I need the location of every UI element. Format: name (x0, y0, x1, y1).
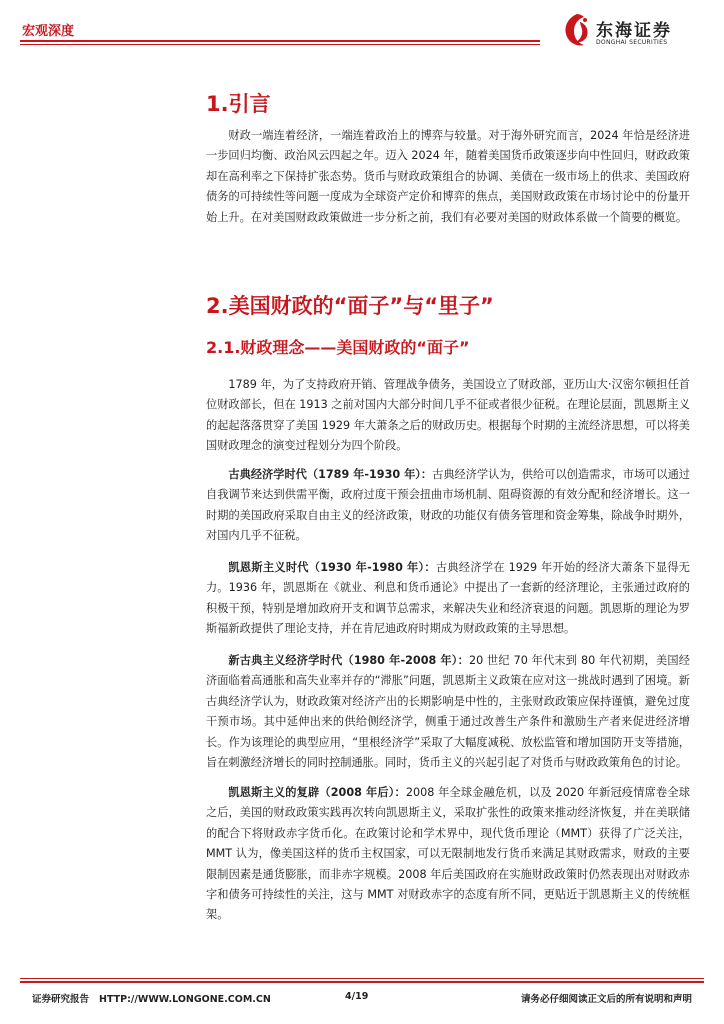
page-header (0, 0, 724, 60)
subsection-title-2-1: 2.1.财政理念——美国财政的“面子” (206, 338, 470, 357)
company-logo (560, 12, 710, 52)
footer-website-link[interactable]: HTTP://WWW.LONGONE.COM.CN (99, 994, 271, 1005)
paragraph-era-keynesian-revival (206, 783, 690, 926)
header-divider (20, 40, 540, 42)
paragraph-era-neoclassical (206, 651, 690, 773)
footer-left (32, 991, 271, 1005)
footer-disclaimer: 请务必仔细阅读正文后的所有说明和声明 (520, 994, 692, 1005)
footer-divider (20, 978, 704, 979)
logo-emblem-icon (560, 12, 594, 50)
era-neoclassical-lead: 新古典主义经济学时代（1980 年-2008 年）： (228, 654, 469, 667)
paragraph-era-keynesian (206, 558, 690, 640)
footer-report-type: 证券研究报告 (32, 994, 90, 1005)
logo-chinese-name: 东海证券 (596, 21, 672, 41)
header-divider-thin (20, 44, 540, 45)
era-neoclassical-text: 20 世纪 70 年代末到 80 年代初期，美国经济面临着高通胀和高失业率并存的“滞胀”问题，凯恩斯主义政策在应对这一挑战时遇到了困境。新古典经济学认为，财政政策对经济产出的长期影响是中性的，主张财政政策应保持谨慎，避免过度干预市场。其中延伸出来的供给侧经济学，侧重于通过改善生产条件和激励生产者来促进经济增长。作为该理论的典型应用，“里根经济学”采取了大幅度减税、放松监管和增加国防开支等措施，旨在刺激经济增长的同时控制通胀。同时，货币主义的兴起引起了对货币与财政政策角色的讨论。 (206, 654, 690, 770)
paragraph-fiscal-history: 1789 年，为了支持政府开销、管理战争债务，美国设立了财政部，亚历山大·汉密尔顿担任首位财政部长，但在 1913 之前对国内大部分时间几乎不征或者很少征税。在理论层面，凯恩斯主义的起起落落贯穿了美国 1929 年大萧条之后的财政历史。根据每个时期的主流经济思想，可以将美国财政理念的演变过程划分为四个阶段。 (206, 378, 690, 453)
paragraph-intro: 财政一端连着经济，一端连着政治上的博弈与较量。对于海外研究而言，2024 年恰是经济进一步回归均衡、政治风云四起之年。迈入 2024 年，随着美国货币政策逐步向中性回归，财政政策却在高利率之下保持扩张态势。货币与财政政策组合的协调、美债在一级市场上的供求、美国政府债务的可持续性等问题一度成为全球资产定价和博弈的焦点，美国财政政策在市场讨论中的份量开始上升。在对美国财政政策做进一步分析之前，我们有必要对美国的财政体系做一个简要的概览。 (206, 129, 690, 224)
era-classical-text: 古典经济学认为，供给可以创造需求，市场可以通过自我调节来达到供需平衡，政府过度干预会扭曲市场机制、阻碍资源的有效分配和经济增长。这一时期的美国政府采取自由主义的经济政策，财政的功能仅有债务管理和资金筹集，除战争时期外，对国内几乎不征税。 (206, 468, 690, 543)
header-section-label: 宏观深度 (22, 24, 75, 39)
page-number: 4/19 (345, 991, 369, 1002)
footer-divider-thick (20, 981, 704, 983)
era-keynesian-lead: 凯恩斯主义时代（1930 年-1980 年）： (228, 561, 436, 574)
era-keynesian-text: 古典经济学在 1929 年开始的经济大萧条下显得无力。1936 年，凯恩斯在《就业、利息和货币通论》中提出了一套新的经济理论，主张通过政府的积极干预，特别是增加政府开支和调节总需求，来解决失业和经济衰退的问题。凯恩斯的理论为罗斯福新政提供了理论支持，并在肯尼迪政府时期成为财政政策的主导思想。 (206, 561, 690, 636)
page-footer (0, 975, 724, 1024)
paragraph-era-classical (206, 465, 690, 547)
section-title-2: 2.美国财政的“面子”与“里子” (206, 294, 494, 318)
era-classical-lead: 古典经济学时代（1789 年-1930 年）： (228, 468, 433, 481)
logo-english-name: DONGHAI SECURITIES (596, 39, 668, 46)
section-title-intro: 1.引言 (206, 92, 271, 116)
era-revival-lead: 凯恩斯主义的复辟（2008 年后）： (228, 786, 406, 799)
era-revival-text: 2008 年全球金融危机，以及 2020 年新冠疫情席卷全球之后，美国的财政政策实践再次转向凯恩斯主义，采取扩张性的政策来推动经济恢复，并在美联储的配合下将财政赤字货币化。在政策讨论和学术界中，现代货币理论（MMT）获得了广泛关注，MMT 认为，像美国这样的货币主权国家，可以无限制地发行货币来满足其财政需求，财政的主要限制因素是通货膨胀，而非赤字规模。2008 年后美国政府在实施财政政策时仍然表现出对财政赤字和债务可持续性的关注，这与 MMT 对财政赤字的态度有所不同，更贴近于凯恩斯主义的传统框架。 (206, 786, 690, 922)
